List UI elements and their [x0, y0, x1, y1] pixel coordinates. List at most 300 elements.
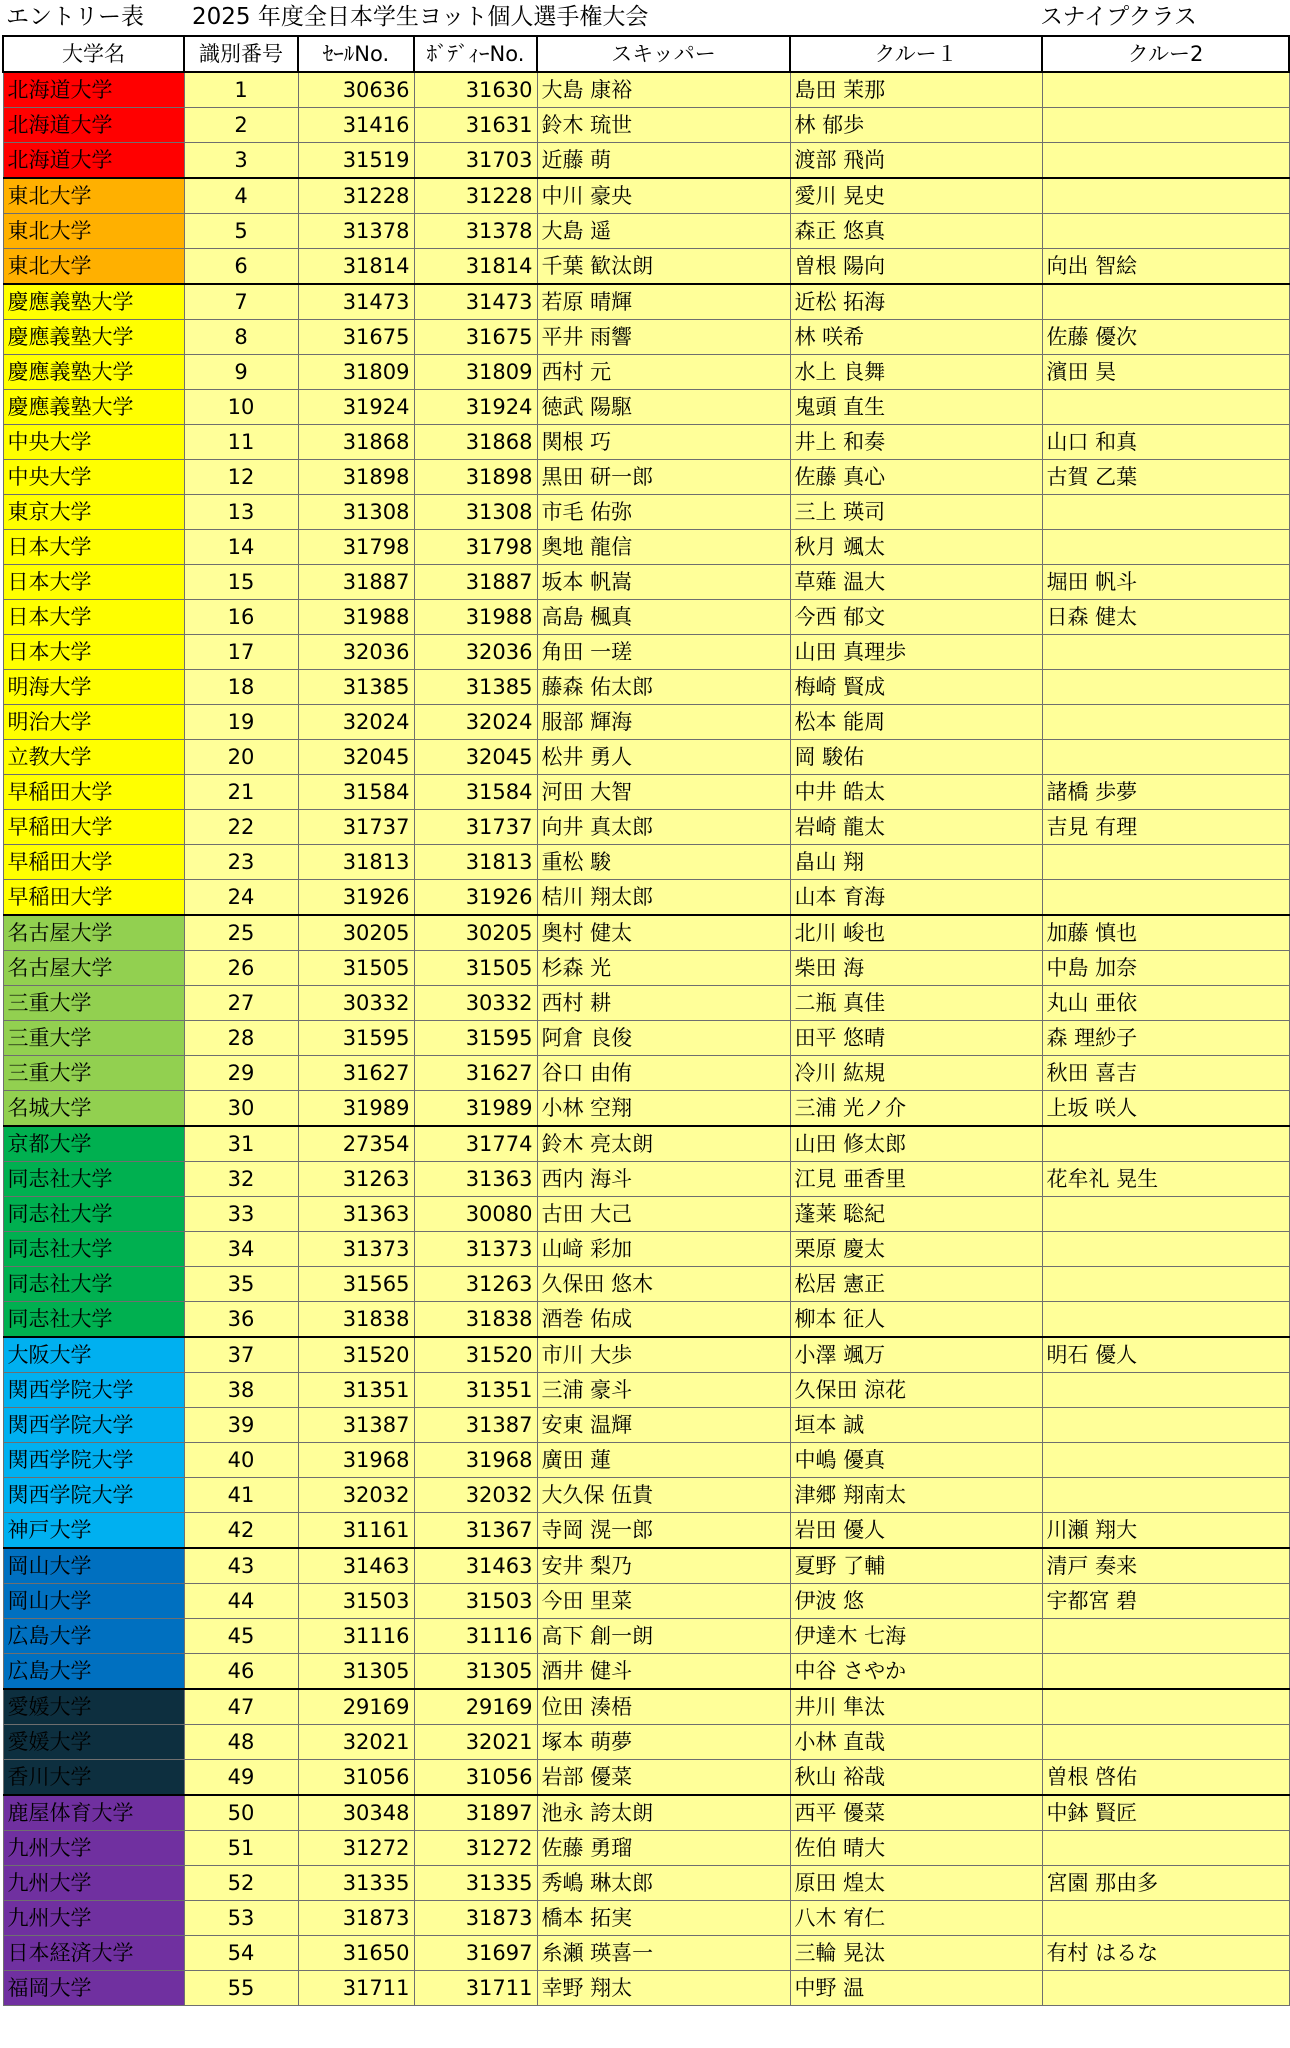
university-cell: 日本大学	[3, 530, 184, 565]
crew2-cell	[1042, 1971, 1289, 2006]
crew2-cell: 吉見 有理	[1042, 810, 1289, 845]
body-no-cell: 31335	[414, 1866, 537, 1901]
sail-no-cell: 32024	[298, 705, 414, 740]
crew1-cell: 夏野 了輔	[790, 1548, 1042, 1584]
id-cell: 49	[184, 1760, 298, 1796]
table-row	[3, 249, 1289, 285]
skipper-cell: 三浦 豪斗	[537, 1373, 790, 1408]
crew2-cell	[1042, 143, 1289, 179]
skipper-cell: 小林 空翔	[537, 1091, 790, 1127]
id-cell: 47	[184, 1689, 298, 1725]
crew2-cell	[1042, 1373, 1289, 1408]
crew1-cell: 井川 隼汰	[790, 1689, 1042, 1725]
crew2-cell: 堀田 帆斗	[1042, 565, 1289, 600]
crew1-cell: 中谷 さやか	[790, 1654, 1042, 1690]
id-cell: 21	[184, 775, 298, 810]
table-row	[3, 390, 1289, 425]
skipper-cell: 西内 海斗	[537, 1162, 790, 1197]
crew1-cell: 林 郁歩	[790, 108, 1042, 143]
sail-no-cell: 31868	[298, 425, 414, 460]
crew1-cell: 岩田 優人	[790, 1513, 1042, 1549]
crew1-cell: 柳本 征人	[790, 1302, 1042, 1338]
crew2-cell: 曽根 啓佑	[1042, 1760, 1289, 1796]
skipper-cell: 山﨑 彩加	[537, 1232, 790, 1267]
crew1-cell: 栗原 慶太	[790, 1232, 1042, 1267]
crew2-cell: 濱田 昊	[1042, 355, 1289, 390]
skipper-cell: 古田 大己	[537, 1197, 790, 1232]
sail-no-cell: 31809	[298, 355, 414, 390]
id-cell: 22	[184, 810, 298, 845]
crew1-cell: 林 咲希	[790, 320, 1042, 355]
sail-no-cell: 31887	[298, 565, 414, 600]
sail-no-cell: 31228	[298, 178, 414, 214]
university-cell: 九州大学	[3, 1901, 184, 1936]
table-row	[3, 1337, 1289, 1373]
crew2-cell: 諸橋 歩夢	[1042, 775, 1289, 810]
crew2-cell: 上坂 咲人	[1042, 1091, 1289, 1127]
id-cell: 10	[184, 390, 298, 425]
body-no-cell: 31627	[414, 1056, 537, 1091]
table-row	[3, 1267, 1289, 1302]
university-cell: 広島大学	[3, 1619, 184, 1654]
body-no-cell: 31737	[414, 810, 537, 845]
body-no-cell: 31873	[414, 1901, 537, 1936]
university-cell: 三重大学	[3, 1021, 184, 1056]
body-no-cell: 31798	[414, 530, 537, 565]
skipper-cell: 向井 真太郎	[537, 810, 790, 845]
table-row	[3, 1091, 1289, 1127]
table-row	[3, 845, 1289, 880]
table-row	[3, 143, 1289, 179]
crew1-cell: 伊達木 七海	[790, 1619, 1042, 1654]
skipper-cell: 徳武 陽駆	[537, 390, 790, 425]
crew1-cell: 山田 真理歩	[790, 635, 1042, 670]
id-cell: 43	[184, 1548, 298, 1584]
sail-no-cell: 31565	[298, 1267, 414, 1302]
column-header-crew2: クルー2	[1042, 36, 1289, 72]
sail-no-cell: 31988	[298, 600, 414, 635]
crew2-cell	[1042, 705, 1289, 740]
crew2-cell: 秋田 喜吉	[1042, 1056, 1289, 1091]
competition-name: 2025 年度全日本学生ヨット個人選手権大会	[192, 4, 649, 30]
body-no-cell: 30332	[414, 986, 537, 1021]
sail-no-cell: 31814	[298, 249, 414, 285]
column-header-body-no: ﾎﾞﾃﾞｨｰNo.	[414, 36, 537, 72]
body-no-cell: 31711	[414, 1971, 537, 2006]
table-row	[3, 1197, 1289, 1232]
body-no-cell: 31988	[414, 600, 537, 635]
crew2-cell	[1042, 1689, 1289, 1725]
body-no-cell: 31116	[414, 1619, 537, 1654]
table-row	[3, 635, 1289, 670]
column-header-id: 識別番号	[184, 36, 298, 72]
university-cell: 神戸大学	[3, 1513, 184, 1549]
sail-no-cell: 31584	[298, 775, 414, 810]
sail-no-cell: 31627	[298, 1056, 414, 1091]
university-cell: 中央大学	[3, 425, 184, 460]
table-row	[3, 1443, 1289, 1478]
skipper-cell: 安東 温輝	[537, 1408, 790, 1443]
id-cell: 33	[184, 1197, 298, 1232]
table-row	[3, 1232, 1289, 1267]
table-row	[3, 740, 1289, 775]
crew1-cell: 草薙 温大	[790, 565, 1042, 600]
sail-no-cell: 31378	[298, 214, 414, 249]
crew1-cell: 中井 皓太	[790, 775, 1042, 810]
crew1-cell: 三浦 光ノ介	[790, 1091, 1042, 1127]
id-cell: 37	[184, 1337, 298, 1373]
crew2-cell	[1042, 390, 1289, 425]
body-no-cell: 31838	[414, 1302, 537, 1338]
university-cell: 慶應義塾大学	[3, 320, 184, 355]
id-cell: 44	[184, 1584, 298, 1619]
id-cell: 20	[184, 740, 298, 775]
crew1-cell: 畠山 翔	[790, 845, 1042, 880]
body-no-cell: 31351	[414, 1373, 537, 1408]
crew2-cell	[1042, 635, 1289, 670]
table-row	[3, 1548, 1289, 1584]
skipper-cell: 秀嶋 琳太郎	[537, 1866, 790, 1901]
id-cell: 17	[184, 635, 298, 670]
university-cell: 明治大学	[3, 705, 184, 740]
crew2-cell: 明石 優人	[1042, 1337, 1289, 1373]
skipper-cell: 西村 耕	[537, 986, 790, 1021]
crew2-cell	[1042, 1725, 1289, 1760]
id-cell: 51	[184, 1831, 298, 1866]
skipper-cell: 服部 輝海	[537, 705, 790, 740]
table-row	[3, 1584, 1289, 1619]
body-no-cell: 31898	[414, 460, 537, 495]
sail-no-cell: 30348	[298, 1795, 414, 1831]
body-no-cell: 31631	[414, 108, 537, 143]
sail-no-cell: 31463	[298, 1548, 414, 1584]
crew1-cell: 渡部 飛尚	[790, 143, 1042, 179]
crew1-cell: 八木 宥仁	[790, 1901, 1042, 1936]
crew2-cell	[1042, 284, 1289, 320]
table-row	[3, 425, 1289, 460]
body-no-cell: 31520	[414, 1337, 537, 1373]
table-row	[3, 1760, 1289, 1796]
table-row	[3, 915, 1289, 951]
table-row	[3, 320, 1289, 355]
crew2-cell	[1042, 1408, 1289, 1443]
crew2-cell: 加藤 慎也	[1042, 915, 1289, 951]
university-cell: 九州大学	[3, 1866, 184, 1901]
table-row	[3, 951, 1289, 986]
crew2-cell	[1042, 1267, 1289, 1302]
body-no-cell: 31926	[414, 880, 537, 916]
sail-no-cell: 31520	[298, 1337, 414, 1373]
crew1-cell: 北川 峻也	[790, 915, 1042, 951]
crew2-cell: 山口 和真	[1042, 425, 1289, 460]
crew1-cell: 小林 直哉	[790, 1725, 1042, 1760]
id-cell: 23	[184, 845, 298, 880]
body-no-cell: 31263	[414, 1267, 537, 1302]
skipper-cell: 酒井 健斗	[537, 1654, 790, 1690]
table-row	[3, 1373, 1289, 1408]
crew1-cell: 鬼頭 直生	[790, 390, 1042, 425]
sail-no-cell: 32036	[298, 635, 414, 670]
table-row	[3, 1795, 1289, 1831]
skipper-cell: 糸瀬 瑛喜一	[537, 1936, 790, 1971]
table-row	[3, 1513, 1289, 1549]
university-cell: 日本経済大学	[3, 1936, 184, 1971]
crew2-cell: 中島 加奈	[1042, 951, 1289, 986]
skipper-cell: 奥村 健太	[537, 915, 790, 951]
body-no-cell: 32024	[414, 705, 537, 740]
university-cell: 三重大学	[3, 986, 184, 1021]
id-cell: 29	[184, 1056, 298, 1091]
crew2-cell: 中鉢 賢匠	[1042, 1795, 1289, 1831]
crew2-cell	[1042, 178, 1289, 214]
skipper-cell: 中川 豪央	[537, 178, 790, 214]
table-row	[3, 1901, 1289, 1936]
body-no-cell: 31367	[414, 1513, 537, 1549]
university-cell: 慶應義塾大学	[3, 284, 184, 320]
id-cell: 32	[184, 1162, 298, 1197]
id-cell: 42	[184, 1513, 298, 1549]
column-header-sail-no: ｾｰﾙNo.	[298, 36, 414, 72]
id-cell: 40	[184, 1443, 298, 1478]
crew2-cell	[1042, 1478, 1289, 1513]
university-cell: 三重大学	[3, 1056, 184, 1091]
skipper-cell: 高島 楓真	[537, 600, 790, 635]
sail-no-cell: 31737	[298, 810, 414, 845]
university-cell: 日本大学	[3, 600, 184, 635]
id-cell: 55	[184, 1971, 298, 2006]
crew1-cell: 岩崎 龍太	[790, 810, 1042, 845]
university-cell: 関西学院大学	[3, 1478, 184, 1513]
university-cell: 東北大学	[3, 214, 184, 249]
crew2-cell: 佐藤 優次	[1042, 320, 1289, 355]
crew1-cell: 西平 優菜	[790, 1795, 1042, 1831]
id-cell: 1	[184, 72, 298, 108]
university-cell: 早稲田大学	[3, 880, 184, 916]
id-cell: 7	[184, 284, 298, 320]
table-row	[3, 810, 1289, 845]
body-no-cell: 31228	[414, 178, 537, 214]
sail-no-cell: 31351	[298, 1373, 414, 1408]
body-no-cell: 31595	[414, 1021, 537, 1056]
crew2-cell	[1042, 214, 1289, 249]
id-cell: 53	[184, 1901, 298, 1936]
crew2-cell	[1042, 1232, 1289, 1267]
crew2-cell	[1042, 1654, 1289, 1690]
sail-no-cell: 30332	[298, 986, 414, 1021]
table-row	[3, 986, 1289, 1021]
body-no-cell: 30080	[414, 1197, 537, 1232]
table-row	[3, 600, 1289, 635]
table-row	[3, 1056, 1289, 1091]
skipper-cell: 重松 駿	[537, 845, 790, 880]
skipper-cell: 若原 晴輝	[537, 284, 790, 320]
id-cell: 8	[184, 320, 298, 355]
id-cell: 30	[184, 1091, 298, 1127]
crew1-cell: 田平 悠晴	[790, 1021, 1042, 1056]
sail-no-cell: 31650	[298, 1936, 414, 1971]
sail-no-cell: 31056	[298, 1760, 414, 1796]
skipper-cell: 奥地 龍信	[537, 530, 790, 565]
sail-no-cell: 30636	[298, 72, 414, 108]
skipper-cell: 池永 誇太朗	[537, 1795, 790, 1831]
skipper-cell: 杉森 光	[537, 951, 790, 986]
crew2-cell: 日森 健太	[1042, 600, 1289, 635]
body-no-cell: 31584	[414, 775, 537, 810]
university-cell: 岡山大学	[3, 1548, 184, 1584]
body-no-cell: 31308	[414, 495, 537, 530]
sail-no-cell: 31363	[298, 1197, 414, 1232]
crew2-cell	[1042, 880, 1289, 916]
crew1-cell: 垣本 誠	[790, 1408, 1042, 1443]
body-no-cell: 31887	[414, 565, 537, 600]
university-cell: 岡山大学	[3, 1584, 184, 1619]
crew1-cell: 松本 能周	[790, 705, 1042, 740]
university-cell: 立教大学	[3, 740, 184, 775]
body-no-cell: 29169	[414, 1689, 537, 1725]
sail-no-cell: 32021	[298, 1725, 414, 1760]
body-no-cell: 32036	[414, 635, 537, 670]
body-no-cell: 31868	[414, 425, 537, 460]
skipper-cell: 岩部 優菜	[537, 1760, 790, 1796]
id-cell: 41	[184, 1478, 298, 1513]
crew1-cell: 水上 良舞	[790, 355, 1042, 390]
sail-no-cell: 31968	[298, 1443, 414, 1478]
table-row	[3, 530, 1289, 565]
body-no-cell: 31056	[414, 1760, 537, 1796]
id-cell: 54	[184, 1936, 298, 1971]
crew2-cell: 宮園 那由多	[1042, 1866, 1289, 1901]
university-cell: 関西学院大学	[3, 1443, 184, 1478]
crew2-cell: 花牟礼 晃生	[1042, 1162, 1289, 1197]
table-row	[3, 284, 1289, 320]
entry-table	[2, 35, 1290, 2006]
body-no-cell: 32021	[414, 1725, 537, 1760]
id-cell: 45	[184, 1619, 298, 1654]
sail-no-cell: 31989	[298, 1091, 414, 1127]
university-cell: 同志社大学	[3, 1197, 184, 1232]
university-cell: 福岡大学	[3, 1971, 184, 2006]
body-no-cell: 31989	[414, 1091, 537, 1127]
university-cell: 名城大学	[3, 1091, 184, 1127]
crew2-cell	[1042, 740, 1289, 775]
id-cell: 38	[184, 1373, 298, 1408]
skipper-cell: 市毛 佑弥	[537, 495, 790, 530]
sail-no-cell: 32032	[298, 1478, 414, 1513]
body-no-cell: 31774	[414, 1126, 537, 1162]
skipper-cell: 大島 康裕	[537, 72, 790, 108]
crew2-cell	[1042, 1302, 1289, 1338]
crew1-cell: 中嶋 優真	[790, 1443, 1042, 1478]
id-cell: 26	[184, 951, 298, 986]
body-no-cell: 31272	[414, 1831, 537, 1866]
skipper-cell: 関根 巧	[537, 425, 790, 460]
body-no-cell: 31814	[414, 249, 537, 285]
sail-no-cell: 27354	[298, 1126, 414, 1162]
table-row	[3, 1689, 1289, 1725]
id-cell: 4	[184, 178, 298, 214]
id-cell: 14	[184, 530, 298, 565]
crew2-cell	[1042, 1443, 1289, 1478]
crew2-cell: 古賀 乙葉	[1042, 460, 1289, 495]
crew2-cell	[1042, 1126, 1289, 1162]
skipper-cell: 寺岡 滉一郎	[537, 1513, 790, 1549]
sail-no-cell: 31308	[298, 495, 414, 530]
skipper-cell: 安井 梨乃	[537, 1548, 790, 1584]
sail-no-cell: 31335	[298, 1866, 414, 1901]
university-cell: 同志社大学	[3, 1302, 184, 1338]
skipper-cell: 近藤 萌	[537, 143, 790, 179]
table-row	[3, 1866, 1289, 1901]
skipper-cell: 河田 大智	[537, 775, 790, 810]
sail-no-cell: 31416	[298, 108, 414, 143]
id-cell: 11	[184, 425, 298, 460]
university-cell: 京都大学	[3, 1126, 184, 1162]
crew2-cell	[1042, 1901, 1289, 1936]
university-cell: 関西学院大学	[3, 1373, 184, 1408]
table-row	[3, 72, 1289, 108]
table-row	[3, 775, 1289, 810]
skipper-cell: 西村 元	[537, 355, 790, 390]
crew1-cell: 愛川 晃史	[790, 178, 1042, 214]
table-row	[3, 1162, 1289, 1197]
skipper-cell: 佐藤 勇瑠	[537, 1831, 790, 1866]
column-header-crew1: クルー１	[790, 36, 1042, 72]
sail-no-cell: 31898	[298, 460, 414, 495]
table-row	[3, 1936, 1289, 1971]
table-row	[3, 1478, 1289, 1513]
skipper-cell: 高下 創一朗	[537, 1619, 790, 1654]
university-cell: 同志社大学	[3, 1162, 184, 1197]
skipper-cell: 幸野 翔太	[537, 1971, 790, 2006]
body-no-cell: 31703	[414, 143, 537, 179]
university-cell: 早稲田大学	[3, 775, 184, 810]
id-cell: 36	[184, 1302, 298, 1338]
body-no-cell: 31378	[414, 214, 537, 249]
skipper-cell: 久保田 悠木	[537, 1267, 790, 1302]
id-cell: 18	[184, 670, 298, 705]
sail-no-cell: 31595	[298, 1021, 414, 1056]
sail-no-cell: 31373	[298, 1232, 414, 1267]
crew1-cell: 今西 郁文	[790, 600, 1042, 635]
sail-no-cell: 30205	[298, 915, 414, 951]
table-row	[3, 460, 1289, 495]
crew2-cell	[1042, 530, 1289, 565]
crew1-cell: 島田 茉那	[790, 72, 1042, 108]
body-no-cell: 31387	[414, 1408, 537, 1443]
university-cell: 日本大学	[3, 635, 184, 670]
crew1-cell: 江見 亜香里	[790, 1162, 1042, 1197]
table-row	[3, 1021, 1289, 1056]
table-row	[3, 565, 1289, 600]
table-row	[3, 108, 1289, 143]
sail-no-cell: 31473	[298, 284, 414, 320]
id-cell: 25	[184, 915, 298, 951]
skipper-cell: 今田 里菜	[537, 1584, 790, 1619]
body-no-cell: 31968	[414, 1443, 537, 1478]
table-row	[3, 1408, 1289, 1443]
skipper-cell: 黒田 研一郎	[537, 460, 790, 495]
sail-no-cell: 31926	[298, 880, 414, 916]
crew1-cell: 佐伯 晴大	[790, 1831, 1042, 1866]
sail-no-cell: 31838	[298, 1302, 414, 1338]
body-no-cell: 31630	[414, 72, 537, 108]
id-cell: 19	[184, 705, 298, 740]
skipper-cell: 廣田 蓮	[537, 1443, 790, 1478]
body-no-cell: 32032	[414, 1478, 537, 1513]
id-cell: 28	[184, 1021, 298, 1056]
university-cell: 北海道大学	[3, 143, 184, 179]
body-no-cell: 31924	[414, 390, 537, 425]
